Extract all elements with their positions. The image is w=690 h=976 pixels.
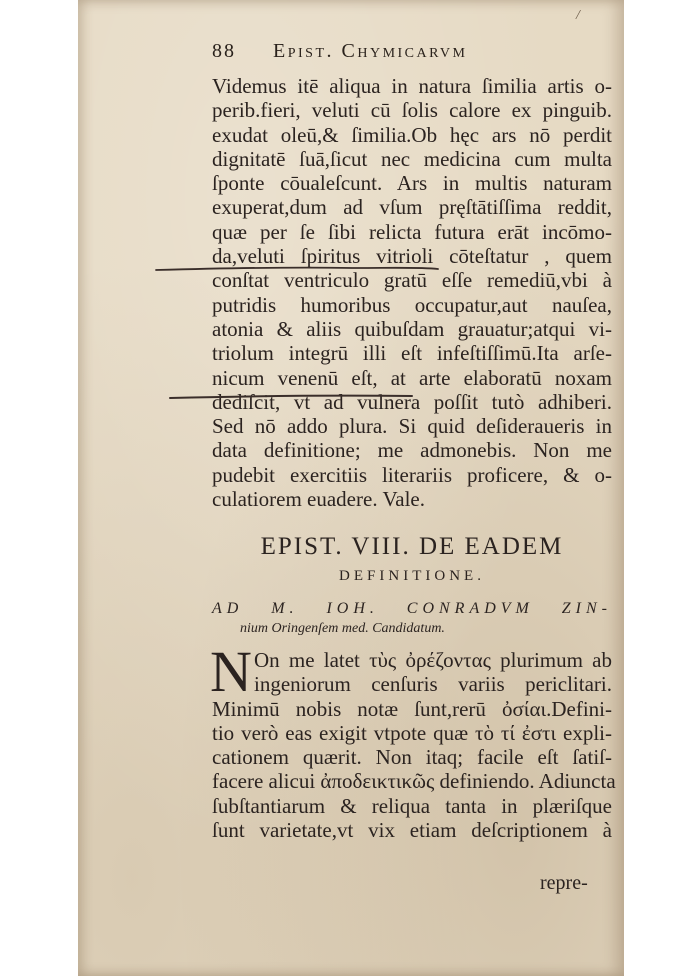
text-line: pudebit exercitiis literariis proficere, & o- [212,462,612,487]
epistle-title: EPIST. VIII. DE EADEM [260,533,564,560]
text-line: ſponte cōualeſcunt. Ars in multis naturam [212,171,612,196]
text-line: quæ per ſe ſibi relicta futura erāt incōmo- [212,219,612,244]
text-line: On me latet τὺς ὀρέζοντας plurimum ab [254,648,612,672]
text-line: data definitione; me admonebis. Non me [212,438,612,463]
text-line: facere alicui ἀποδεικτικῶς definiendo. Adiuncta [212,769,616,794]
text-line: exudat oleū,& ſimilia.Ob hęc ars nō perdit [212,122,612,147]
text-line: dediſcit, vt ad vulnera poſſit tutò adhiberi. [212,389,612,414]
text-line: Minimū nobis notæ ſunt,rerū ὀσίαι.Defini- [212,696,612,721]
letter-text [210,639,616,843]
text-line: perib.fieri, veluti cū ſolis calore ex pinguib. [212,98,612,123]
text-line: ſunt varietate,vt vix etiam deſcriptionem à [212,818,612,843]
epistle-subtitle: DEFINITIONE. [339,568,485,584]
text-line: putridis humoribus occupatur,aut nauſea, [212,292,612,317]
text-line: culatiorem euadere. Vale. [212,487,426,512]
address-line: nium Oringenſem med. Candidatum. [240,621,445,636]
text-line: exuperat,dum ad vſum pręſtātiſſima reddit, [212,195,612,220]
text-line: da,veluti ſpiritus vitrioli cōteſtatur , quem [212,244,612,269]
text-line: Videmus itē aliqua in natura ſimilia artis o- [212,74,612,98]
text-line: tio verò eas exigit vtpote quæ τὸ τί ἐστι expli- [212,720,612,745]
address-line: AD M. IOH. CONRADVM ZIN- [212,600,612,617]
text-line: Sed nō addo plura. Si quid deſideraueris in [212,414,612,439]
running-head [212,40,612,63]
text-line: dignitatē ſuā,ſicut nec medicina cum multa [212,146,612,171]
page-number: 88 [212,40,236,62]
text-line: ſubſtantiarum & reliqua tanta in plæriſque [212,793,612,818]
text-line: ingeniorum cenſuris variis periclitari. [254,672,612,697]
running-title: Epist. Chymicarvm [273,40,468,62]
text-line: conſtat ventriculo gratū eſſe remediū,vbi à [212,268,612,293]
body-text [212,74,612,511]
text-line: atonia & aliis quibuſdam grauatur;atqui vi- [212,316,612,341]
text-line: cationem quærit. Non itaq; facile eſt ſatiſ- [212,745,612,770]
edge-mark: / [576,8,580,23]
text-line: nicum venenū eſt, at arte elaboratū noxam [212,365,612,390]
catchword: repre- [540,872,588,894]
text-line: triolum integrū illi eſt infeſtiſſimū.Ita arſe- [212,341,612,366]
drop-cap: N [210,639,252,704]
epistle-address [212,598,612,638]
